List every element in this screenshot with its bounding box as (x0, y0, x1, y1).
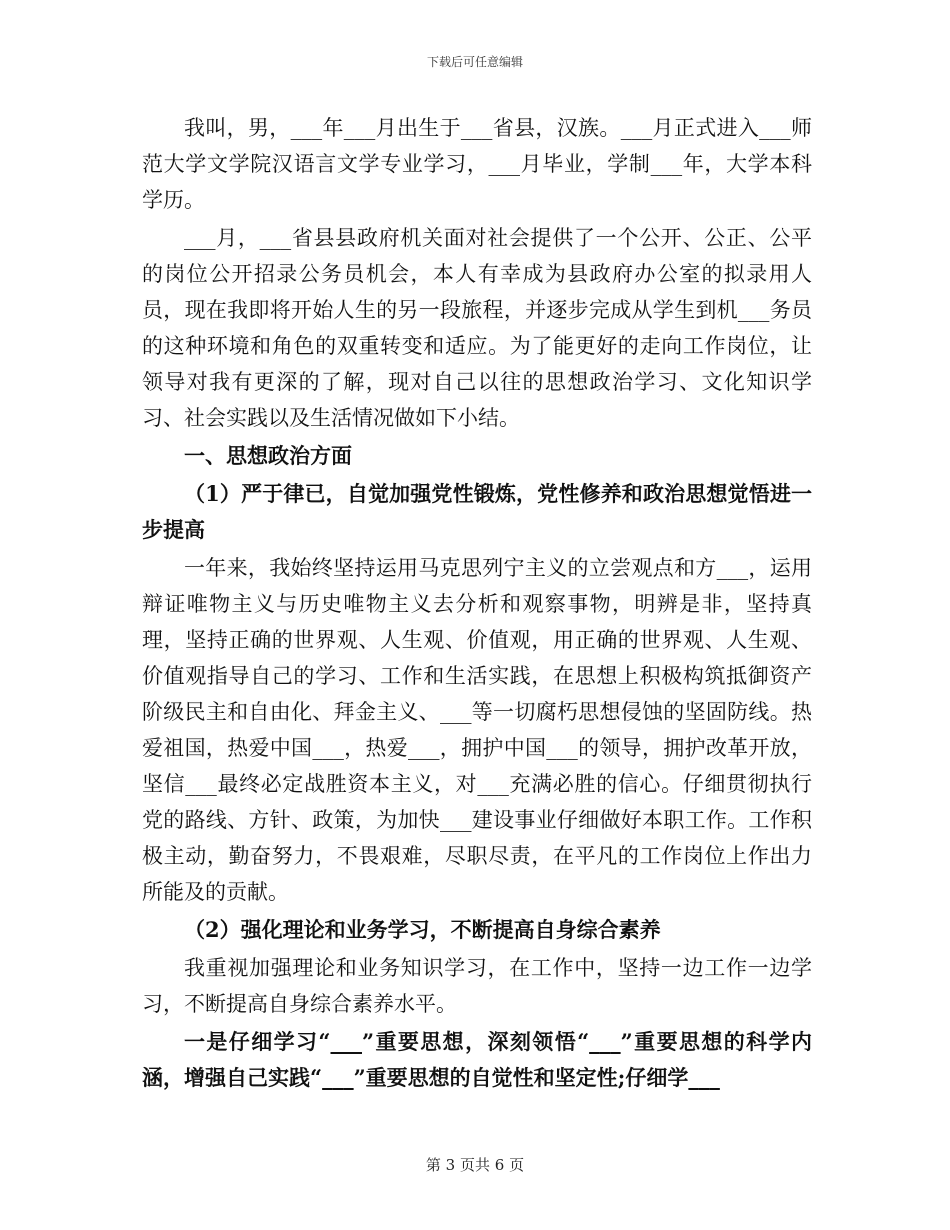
paragraph-intro: 我叫，男，___年___月出生于___省县，汉族。___月正式进入___师范大学文学院汉语言文学专业学习，___月毕业，学制___年，大学本科学历。 (142, 116, 812, 212)
subheading-discipline: （1）严于律已，自觉加强党性锻炼，党性修养和政治思想觉悟进一步提高 (142, 481, 812, 542)
page-footer: 第 3 页共 6 页 (425, 1156, 525, 1174)
paragraph-ideology: 一年来，我始终坚持运用马克思列宁主义的立尝观点和方___，运用辩证唯物主义与历史唯物主义去分析和观察事物，明辨是非，坚持真理，坚持正确的世界观、人生观、价值观，用正确的世界观、人生观、价值观指导自己的学习、工作和生活实践，在思想上积极构筑抵御资产阶级民主和自由化、拜金主义、___等一切腐朽思想侵蚀的坚固防线。热爱祖国，热爱中国___，热爱___，拥护中国___的领导，拥护改革开放，坚信___最终必定战胜资本主义，对___充满必胜的信心。仔细贯彻执行党的路线、方针、政策，为加快___建设事业仔细做好本职工作。工作积极主动，勤奋努力，不畏艰难，尽职尽责，在平凡的工作岗位上作出力所能及的贡献。 (142, 556, 812, 904)
paragraph-point-one: 一是仔细学习“___”重要思想，深刻领悟“___”重要思想的科学内涵，增强自己实践“___”重要思想的自觉性和坚定性;仔细学___ (142, 1029, 812, 1090)
page-header: 下载后可任意编辑 (426, 55, 523, 69)
section-heading-political: 一、思想政治方面 (184, 443, 352, 468)
paragraph-recruitment: ___月，___省县县政府机关面对社会提供了一个公开、公正、公平的岗位公开招录公务员机会，本人有幸成为县政府办公室的拟录用人员，现在我即将开始人生的另一段旅程，并逐步完成从学生到机___务员的这种环境和角色的双重转变和适应。为了能更好的走向工作岗位，让领导对我有更深的了解，现对自己以往的思想政治学习、文化知识学习、社会实践以及生活情况做如下小结。 (142, 226, 812, 430)
subheading-study: （2）强化理论和业务学习，不断提高自身综合素养 (184, 917, 661, 942)
paragraph-study: 我重视加强理论和业务知识学习，在工作中，坚持一边工作一边学习，不断提高自身综合素养水平。 (142, 956, 812, 1016)
document-body (142, 110, 812, 1098)
